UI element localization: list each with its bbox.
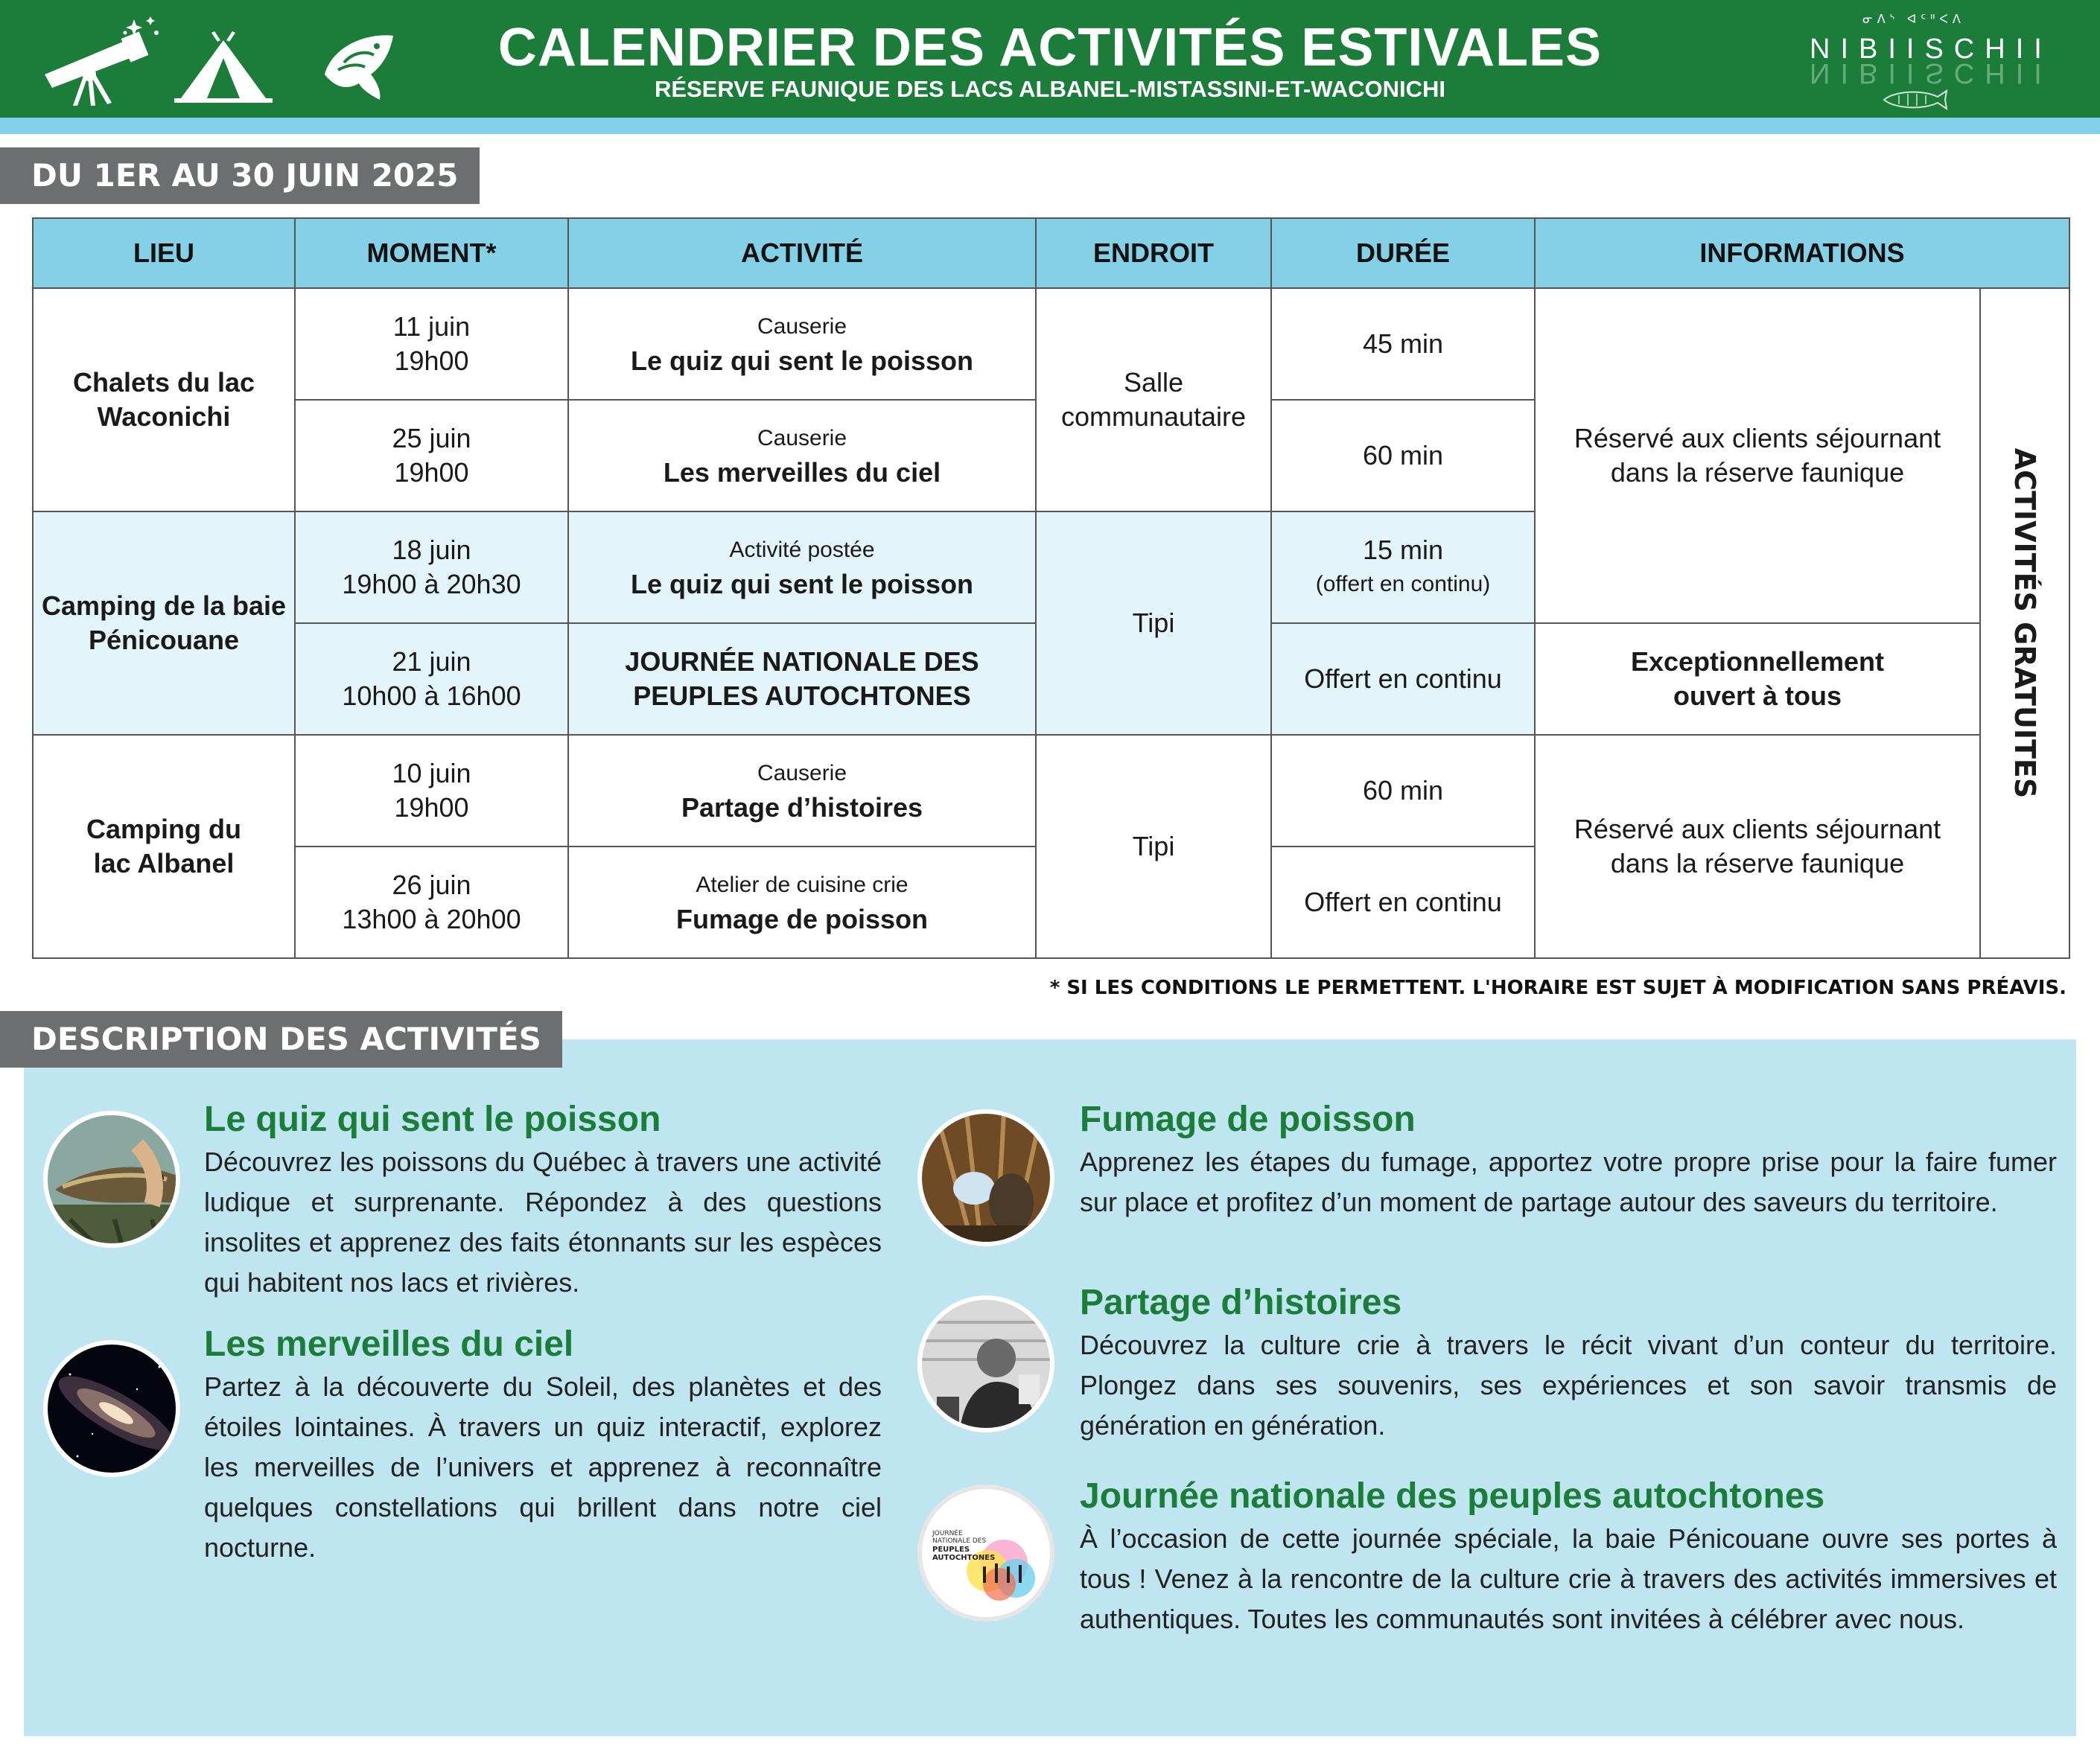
time: 10h00 à 16h00 bbox=[342, 680, 521, 711]
time: 13h00 à 20h00 bbox=[342, 904, 521, 934]
moment-cell bbox=[295, 623, 568, 735]
location-cell: Camping de la baie Pénicouane bbox=[33, 511, 295, 735]
moment-cell bbox=[295, 400, 568, 511]
date: 10 juin bbox=[392, 758, 471, 788]
logo-reflection: NIBIISCHII bbox=[1810, 57, 2052, 89]
activity-name: Le quiz qui sent le poisson bbox=[630, 345, 974, 376]
activity-text: À l’occasion de cette journée spéciale, la baie Pénicouane ouvre ses portes à tous ! Venez à la rencontre de la culture crie à travers des activités immersives et authentiques. Toutes les communautés sont invitées à célébrer avec nous. bbox=[1080, 1523, 2057, 1634]
svg-text:NATIONALE DES: NATIONALE DES bbox=[932, 1537, 987, 1545]
table-header-row bbox=[33, 218, 2069, 288]
endroit-cell: Salle communautaire bbox=[1036, 288, 1271, 511]
logo-fish-icon bbox=[1881, 88, 1948, 112]
activity-type: Activité postée bbox=[729, 538, 875, 562]
moment-cell bbox=[295, 511, 568, 623]
svg-text:JOURNÉE: JOURNÉE bbox=[932, 1530, 963, 1537]
svg-text:PEUPLES: PEUPLES bbox=[932, 1546, 970, 1554]
time: 19h00 bbox=[394, 457, 469, 488]
activity-title: Journée nationale des peuples autochtones bbox=[1080, 1476, 1825, 1516]
activity-type: Causerie bbox=[757, 761, 847, 785]
duration-cell: Offert en continu bbox=[1271, 623, 1535, 735]
endroit-cell: Tipi bbox=[1036, 511, 1271, 735]
activity-cell bbox=[568, 288, 1036, 400]
date: 26 juin bbox=[392, 870, 471, 900]
time: 19h00 bbox=[394, 345, 469, 376]
period-badge: DU 1ER AU 30 JUIN 2025 bbox=[0, 147, 480, 204]
activity-text: Découvrez la culture crie à travers le récit vivant d’un conteur du territoire. Plongez dans ses souvenirs, ses expériences et son savoir transmis de génération en génération. bbox=[1080, 1330, 2057, 1441]
galaxy-photo bbox=[43, 1340, 180, 1477]
moment-cell bbox=[295, 735, 568, 846]
duration-value: 15 min bbox=[1362, 535, 1444, 565]
activity-type: Causerie bbox=[757, 314, 847, 339]
logo-text: NIBIISCHII bbox=[1810, 34, 2052, 65]
column-header: ENDROIT bbox=[1036, 218, 1271, 288]
activity-description bbox=[1080, 1474, 2057, 1639]
header-accent-strip bbox=[0, 118, 2100, 134]
info-cell: Réservé aux clients séjournant dans la réserve faunique bbox=[1535, 288, 1980, 623]
date: 11 juin bbox=[392, 311, 471, 342]
activity-description bbox=[204, 1097, 882, 1303]
activity-title: Fumage de poisson bbox=[1080, 1100, 1416, 1139]
column-header: LIEU bbox=[33, 218, 295, 288]
smoking-fish-photo bbox=[917, 1109, 1054, 1246]
duration-cell: Offert en continu bbox=[1271, 846, 1535, 958]
nibiischii-logo bbox=[1810, 10, 2052, 115]
date: 18 juin bbox=[392, 535, 471, 565]
duration-cell: 60 min bbox=[1271, 735, 1535, 846]
duration-note: (offert en continu) bbox=[1315, 572, 1491, 596]
activity-cell bbox=[568, 400, 1036, 511]
free-activities-label: ACTIVITÉS GRATUITES bbox=[2008, 447, 2041, 799]
jnpa-logo bbox=[917, 1485, 1054, 1622]
duration-cell: 45 min bbox=[1271, 288, 1535, 400]
moment-cell bbox=[295, 288, 568, 400]
activity-name: Partage d’histoires bbox=[681, 792, 923, 823]
schedule-table bbox=[32, 217, 2070, 959]
activity-type: Causerie bbox=[757, 426, 847, 450]
activity-cell bbox=[568, 511, 1036, 623]
moment-cell bbox=[295, 846, 568, 958]
duration-cell bbox=[1271, 511, 1535, 623]
activity-name: Le quiz qui sent le poisson bbox=[630, 569, 974, 599]
info-cell: Exceptionnellement ouvert à tous bbox=[1535, 623, 1980, 735]
column-header: ACTIVITÉ bbox=[568, 218, 1036, 288]
free-activities-cell bbox=[1980, 288, 2069, 958]
activity-cell: JOURNÉE NATIONALE DES PEUPLES AUTOCHTONES bbox=[568, 623, 1036, 735]
column-header: DURÉE bbox=[1271, 218, 1535, 288]
activity-type: Atelier de cuisine crie bbox=[696, 873, 909, 897]
activity-title: Le quiz qui sent le poisson bbox=[204, 1100, 661, 1139]
footnote: * SI LES CONDITIONS LE PERMETTENT. L'HORAIRE EST SUJET À MODIFICATION SANS PRÉAVIS. bbox=[1049, 977, 2066, 999]
activity-text: Apprenez les étapes du fumage, apportez votre propre prise pour la faire fumer sur place et profitez d’un moment de partage autour des saveurs du territoire. bbox=[1080, 1147, 2057, 1217]
poster-subtitle: RÉSERVE FAUNIQUE DES LACS ALBANEL-MISTASSINI-ET-WACONICHI bbox=[654, 76, 1446, 102]
time: 19h00 bbox=[394, 792, 469, 823]
table-row bbox=[33, 288, 2069, 400]
activity-description bbox=[1080, 1281, 2057, 1446]
endroit-cell: Tipi bbox=[1036, 735, 1271, 958]
fish-photo bbox=[43, 1111, 180, 1248]
activity-title: Partage d’histoires bbox=[1080, 1283, 1402, 1322]
poster-title: CALENDRIER DES ACTIVITÉS ESTIVALES bbox=[497, 18, 1603, 77]
logo-syllabics: ᓂᐱᔅ ᐊᑦᐦᐸᐱ bbox=[1862, 13, 1965, 26]
activity-description bbox=[204, 1322, 882, 1568]
activity-name: Fumage de poisson bbox=[675, 904, 929, 934]
activity-text: Partez à la découverte du Soleil, des planètes et des étoiles lointaines. À travers un quiz interactif, explorez les merveilles de l’univers et apprenez à reconnaître quelques constellations qui brillent dans notre ciel nocturne. bbox=[204, 1371, 882, 1563]
storyteller-photo bbox=[917, 1295, 1054, 1432]
date: 21 juin bbox=[392, 646, 471, 677]
column-header: MOMENT* bbox=[295, 218, 568, 288]
table-row bbox=[33, 735, 2069, 846]
activity-cell bbox=[568, 846, 1036, 958]
activity-title: Les merveilles du ciel bbox=[204, 1324, 574, 1364]
location-cell: Chalets du lac Waconichi bbox=[33, 288, 295, 511]
activity-description bbox=[1080, 1097, 2057, 1222]
info-cell: Réservé aux clients séjournant dans la réserve faunique bbox=[1535, 735, 1980, 958]
duration-cell: 60 min bbox=[1271, 400, 1535, 511]
activity-name: Les merveilles du ciel bbox=[663, 457, 941, 488]
description-badge: DESCRIPTION DES ACTIVITÉS bbox=[0, 1011, 562, 1068]
activity-text: Découvrez les poissons du Québec à travers une activité ludique et surprenante. Répondez à des questions insolites et apprenez des faits étonnants sur les espèces qui habitent nos lacs et rivières. bbox=[204, 1147, 882, 1298]
location-cell: Camping du lac Albanel bbox=[33, 735, 295, 958]
svg-text:AUTOCHTONES: AUTOCHTONES bbox=[932, 1554, 996, 1562]
date: 25 juin bbox=[392, 423, 471, 453]
column-header: INFORMATIONS bbox=[1535, 218, 2069, 288]
time: 19h00 à 20h30 bbox=[342, 569, 521, 599]
activity-cell bbox=[568, 735, 1036, 846]
